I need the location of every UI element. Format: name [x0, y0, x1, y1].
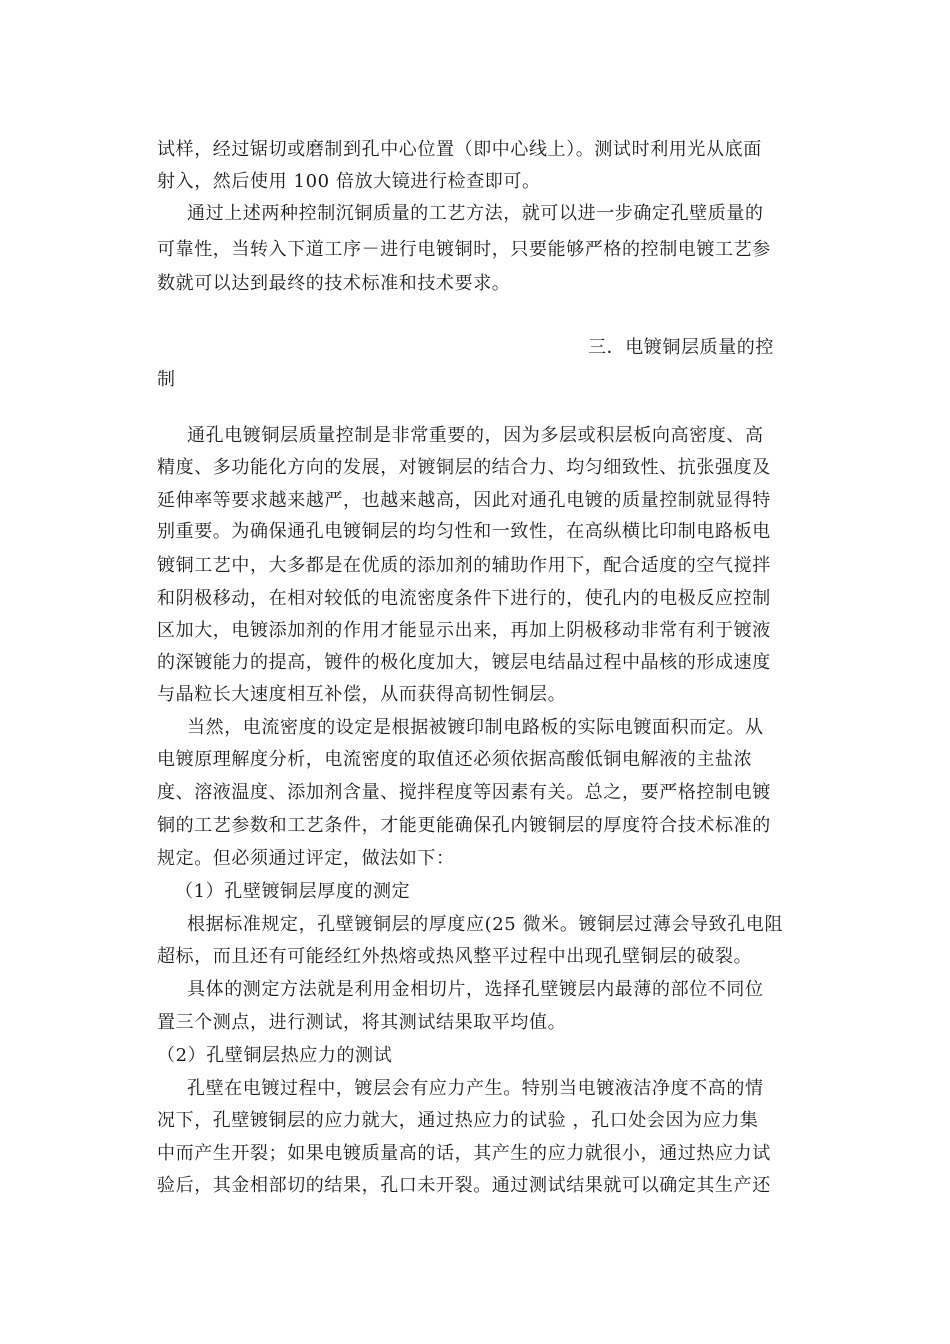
body-text-line: 和阴极移动，在相对较低的电流密度条件下进行的，使孔内的电极反应控制	[157, 588, 771, 609]
body-text-line: 验后，其金相部切的结果，孔口未开裂。通过测试结果就可以确定其生产还	[157, 1175, 771, 1196]
subsection-heading: （1）孔壁镀铜层厚度的测定	[175, 881, 411, 902]
body-text-line: 镀铜工艺中，大多都是在优质的添加剂的辅助作用下，配合适度的空气搅拌	[157, 555, 771, 576]
body-text-line: 况下，孔壁镀铜层的应力就大，通过热应力的试验 ，孔口处会因为应力集	[157, 1110, 759, 1131]
body-text-line: 别重要。为确保通孔电镀铜层的均匀性和一致性，在高纵横比印制电路板电	[157, 521, 771, 542]
body-text-line: 的深镀能力的提高，镀件的极化度加大，镀层电结晶过程中晶核的形成速度	[157, 652, 771, 673]
body-text-line: 与晶粒长大速度相互补偿，从而获得高韧性铜层。	[157, 684, 567, 705]
body-text-line: 延伸率等要求越来越严，也越来越高，因此对通孔电镀的质量控制就显得特	[157, 490, 771, 511]
paragraph-first-line: 通孔电镀铜层质量控制是非常重要的，因为多层或积层板向高密度、高	[187, 425, 764, 446]
paragraph-first-line: 具体的测定方法就是利用金相切片，选择孔壁镀层内最薄的部位不同位	[187, 979, 764, 1000]
body-text-line: 铜的工艺参数和工艺条件，才能更能确保孔内镀铜层的厚度符合技术标准的	[157, 815, 771, 836]
paragraph-first-line: 当然，电流密度的设定是根据被镀印制电路板的实际电镀面积而定。从	[187, 717, 764, 738]
body-text-line: 可靠性，当转入下道工序－进行电镀铜时，只要能够严格的控制电镀工艺参	[157, 239, 771, 260]
section-heading-wrap: 制	[157, 369, 176, 390]
body-text-line: 区加大，电镀添加剂的作用才能显示出来，再加上阴极移动非常有利于镀液	[157, 620, 771, 641]
body-text-line: 度、溶液温度、添加剂含量、搅拌程度等因素有关。总之，要严格控制电镀	[157, 782, 771, 803]
body-text-line: 规定。但必须通过评定，做法如下：	[157, 848, 455, 869]
subsection-heading: （2）孔壁铜层热应力的测试	[157, 1045, 393, 1066]
paragraph-first-line: 通过上述两种控制沉铜质量的工艺方法，就可以进一步确定孔壁质量的	[187, 203, 764, 224]
body-text-line: 射入，然后使用 100 倍放大镜进行检查即可。	[157, 171, 541, 192]
body-text-line: 超标，而且还有可能经红外热熔或热风整平过程中出现孔壁铜层的破裂。	[157, 946, 753, 967]
paragraph-first-line: 根据标准规定，孔壁镀铜层的厚度应(25 微米。镀铜层过薄会导致孔电阻	[187, 914, 784, 935]
body-text-line: 电镀原理解度分析，电流密度的取值还必须依据高酸低铜电解液的主盐浓	[157, 749, 753, 770]
section-heading: 三．电镀铜层质量的控	[588, 337, 774, 358]
body-text-line: 数就可以达到最终的技术标准和技术要求。	[157, 273, 511, 294]
body-text-line: 精度、多功能化方向的发展，对镀铜层的结合力、均匀细致性、抗张强度及	[157, 457, 771, 478]
body-text-line: 中而产生开裂；如果电镀质量高的话，其产生的应力就很小，通过热应力试	[157, 1143, 771, 1164]
body-text-line: 置三个测点，进行测试，将其测试结果取平均值。	[157, 1012, 567, 1033]
body-text-line: 试样，经过锯切或磨制到孔中心位置（即中心线上）。测试时利用光从底面	[157, 139, 762, 160]
paragraph-first-line: 孔壁在电镀过程中，镀层会有应力产生。特别当电镀液洁净度不高的情	[187, 1078, 764, 1099]
